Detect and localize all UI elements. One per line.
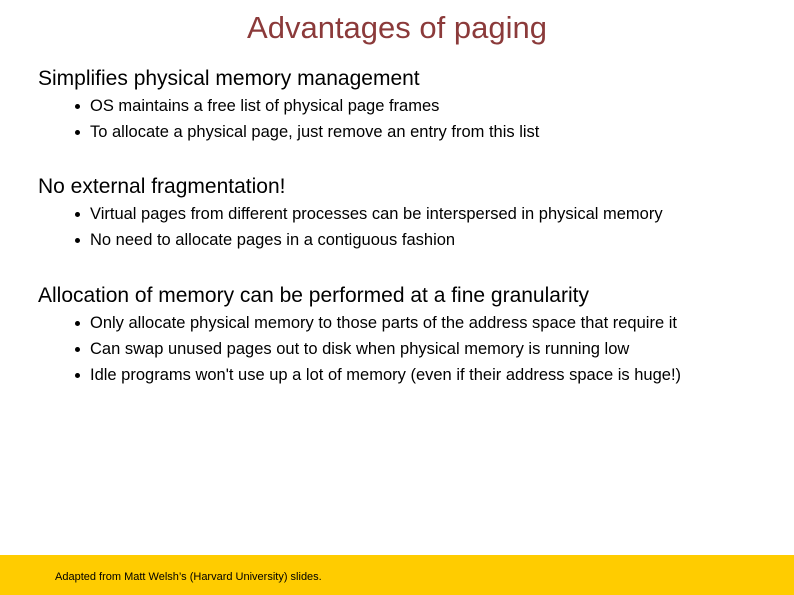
section-no-fragmentation [38, 173, 788, 253]
footer-credit: Adapted from Matt Welsh’s (Harvard University) slides. [55, 571, 322, 583]
bullet-item [38, 227, 788, 253]
section-heading: Simplifies physical memory management [38, 67, 420, 90]
bullet-dot-icon [75, 212, 80, 217]
bullet-text: To allocate a physical page, just remove an entry from this list [90, 123, 540, 141]
bullet-item [38, 93, 788, 119]
bullet-dot-icon [75, 130, 80, 135]
bullet-text: No need to allocate pages in a contiguous fashion [90, 231, 456, 249]
section-heading: No external fragmentation! [38, 175, 286, 198]
bullet-text: OS maintains a free list of physical page frames [90, 97, 440, 115]
bullet-text: Idle programs won't use up a lot of memory (even if their address space is huge!) [90, 366, 682, 384]
section-simplifies-memory [38, 65, 788, 145]
bullet-dot-icon [75, 347, 80, 352]
bullet-dot-icon [75, 238, 80, 243]
bullet-dot-icon [75, 104, 80, 109]
bullet-dot-icon [75, 373, 80, 378]
bullet-item [38, 362, 788, 388]
footer-bar [0, 555, 794, 595]
bullet-item [38, 336, 788, 362]
bullet-dot-icon [75, 321, 80, 326]
bullet-item [38, 119, 788, 145]
bullet-text: Virtual pages from different processes can be interspersed in physical memory [90, 205, 663, 223]
section-heading: Allocation of memory can be performed at a fine granularity [38, 284, 589, 307]
bullet-item [38, 310, 788, 336]
bullet-list [38, 93, 788, 145]
section-fine-granularity [38, 282, 788, 388]
bullet-item [38, 201, 788, 227]
bullet-text: Can swap unused pages out to disk when physical memory is running low [90, 340, 630, 358]
bullet-list [38, 201, 788, 253]
bullet-text: Only allocate physical memory to those parts of the address space that require it [90, 314, 677, 332]
bullet-list [38, 310, 788, 388]
slide-title: Advantages of paging [247, 10, 547, 45]
